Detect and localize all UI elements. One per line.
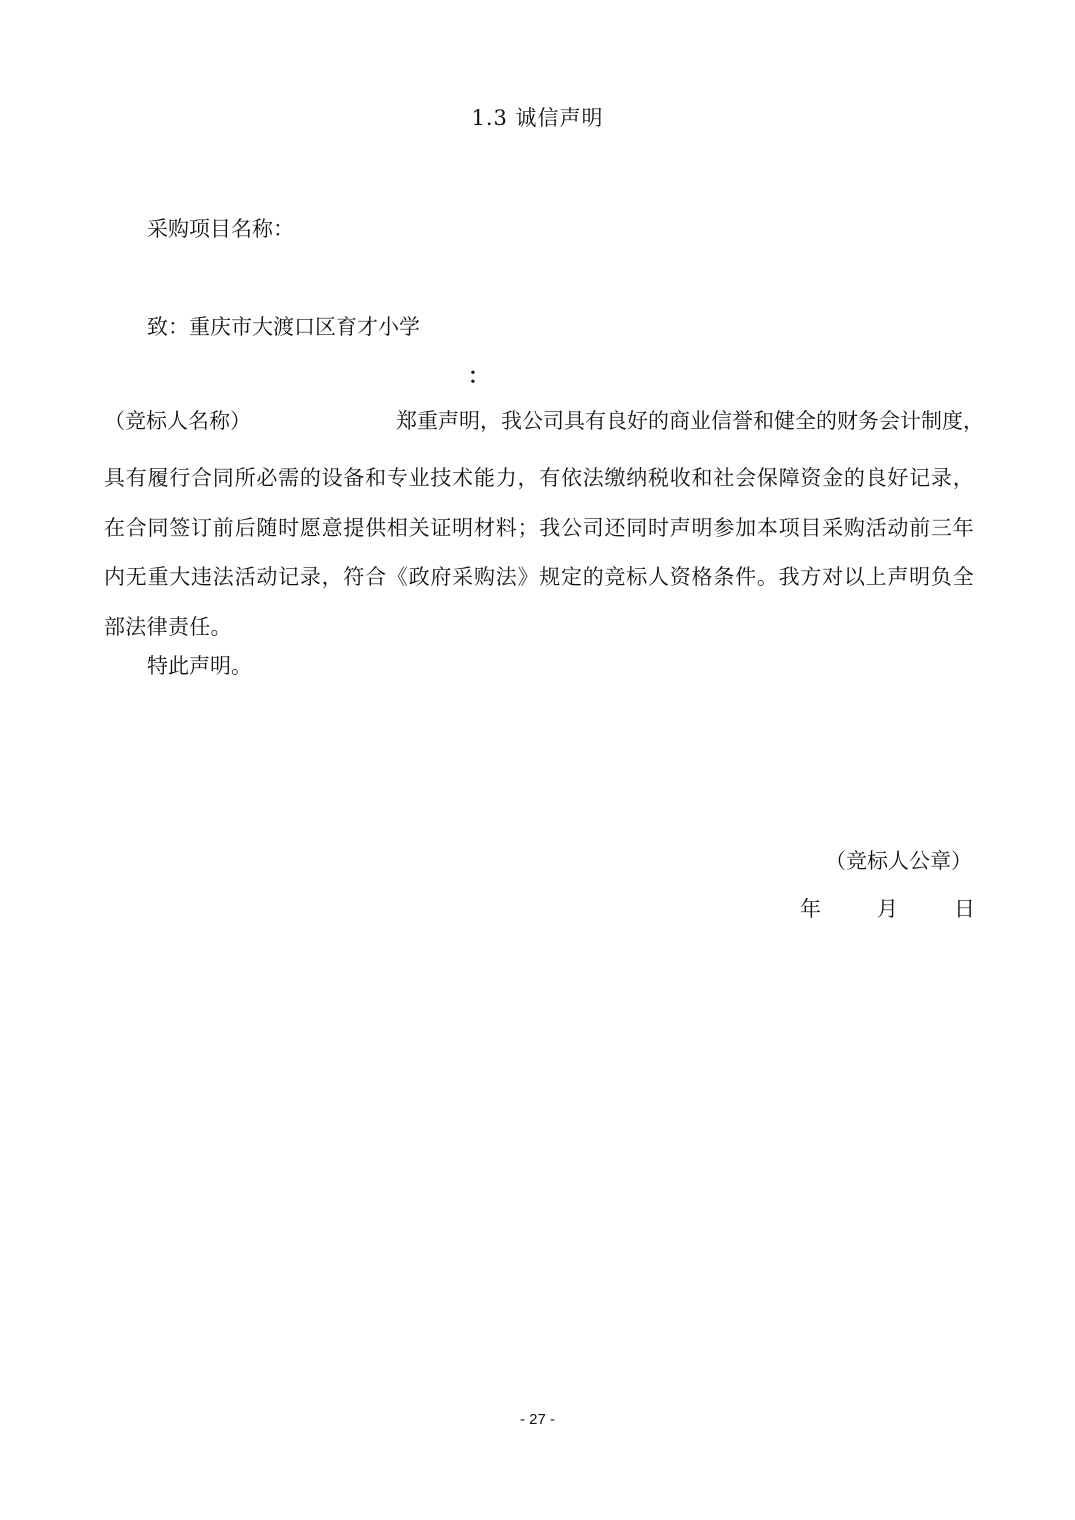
declaration-body: 具有履行合同所必需的设备和专业技术能力，有依法缴纳税收和社会保障资金的良好记录，在合同签订前后随时愿意提供相关证明材料；我公司还同时声明参加本项目采购活动前三年内无重大违法活动记录，符合《政府采购法》规定的竞标人资格条件。我方对以上声明负全部法律责任。 <box>104 466 974 639</box>
recipient-line: 致：重庆市大渡口区育才小学 <box>147 315 420 339</box>
date-month: 月 <box>877 897 898 921</box>
date-year: 年 <box>800 897 821 921</box>
date-day: 日 <box>954 897 975 921</box>
project-name-label: 采购项目名称： <box>147 217 294 241</box>
closing-statement: 特此声明。 <box>147 654 252 678</box>
bidder-name-label: （竞标人名称） <box>104 409 251 433</box>
declaration-first-line-text: 郑重声明，我公司具有良好的商业信誉和健全的财务会计制度， <box>396 409 984 433</box>
date-line <box>800 893 975 923</box>
bidder-seal-label: （竞标人公章） <box>825 849 972 873</box>
document-title: 1.3 诚信声明 <box>471 106 604 130</box>
page-number: - 27 - <box>519 1411 555 1428</box>
colon-mark: ： <box>468 363 489 388</box>
declaration-first-line <box>104 405 984 435</box>
